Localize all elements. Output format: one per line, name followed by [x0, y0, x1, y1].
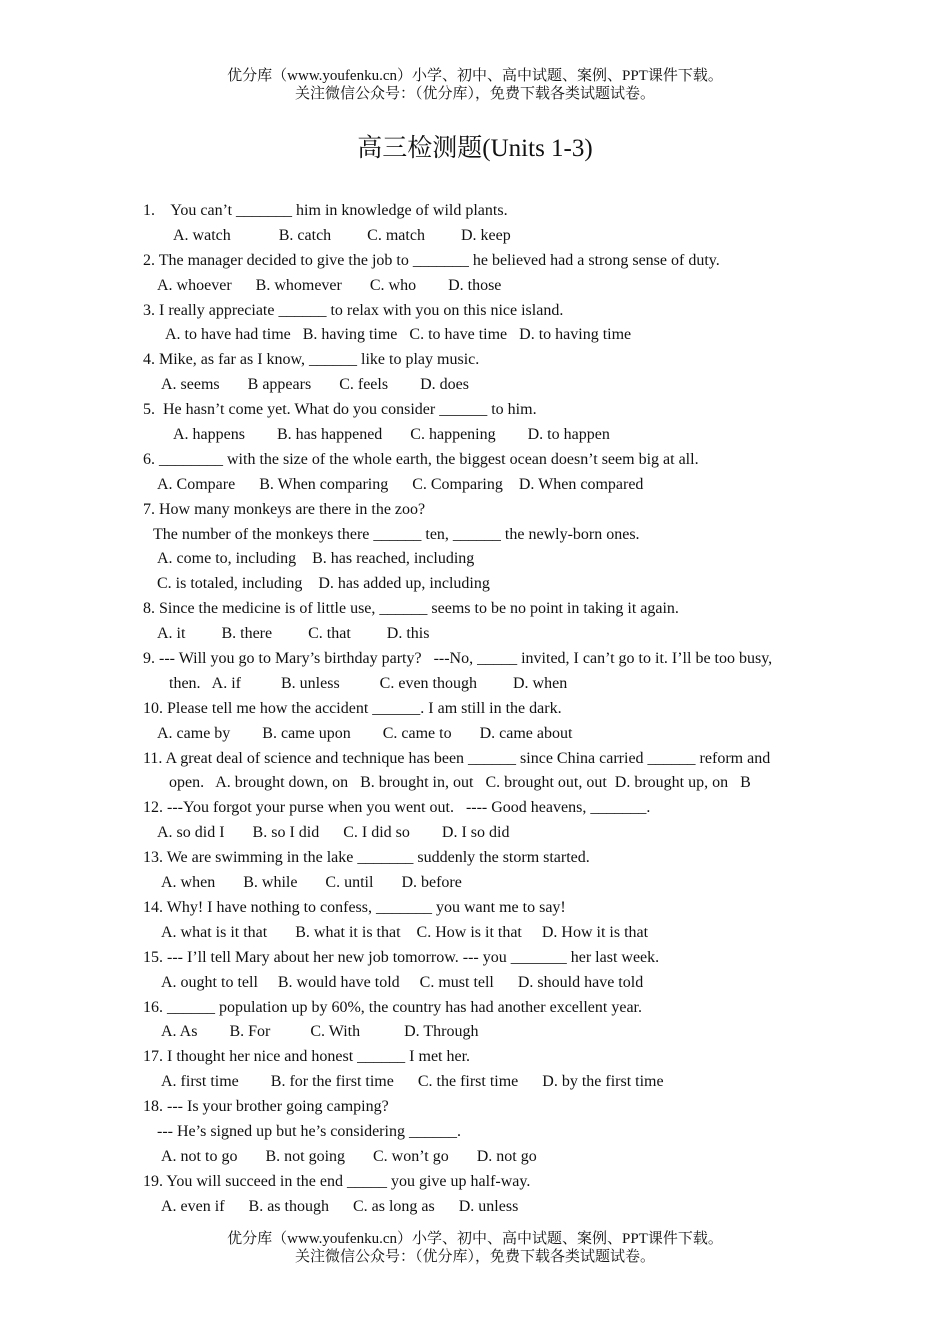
- question-15: 15. --- I’ll tell Mary about her new job tomorrow. --- you _______ her last week.: [143, 948, 660, 966]
- question-19-options: A. even if B. as though C. as long as D. unless: [161, 1197, 519, 1215]
- page-footer: [0, 1230, 950, 1266]
- question-13: 13. We are swimming in the lake _______ suddenly the storm started.: [143, 849, 590, 867]
- question-6: 6. ________ with the size of the whole earth, the biggest ocean doesn’t seem big at all.: [143, 450, 699, 468]
- footer-line-2: 关注微信公众号：（优分库），免费下载各类试题试卷。: [294, 1249, 655, 1265]
- header-line-2: 关注微信公众号：（优分库），免费下载各类试题试卷。: [294, 86, 655, 102]
- question-4-options: A. seems B appears C. feels D. does: [161, 376, 469, 394]
- question-3: 3. I really appreciate ______ to relax with you on this nice island.: [143, 301, 564, 319]
- question-10-options: A. came by B. came upon C. came to D. came about: [157, 724, 573, 742]
- question-13-options: A. when B. while C. until D. before: [161, 874, 462, 892]
- question-6-options: A. Compare B. When comparing C. Comparing D. When compared: [157, 475, 644, 493]
- question-11-options: open. A. brought down, on B. brought in, out C. brought out, out D. brought up, on B: [169, 774, 751, 792]
- question-11: 11. A great deal of science and technique has been ______ since China carried ______ reform and: [143, 749, 771, 767]
- question-17-options: A. first time B. for the first time C. the first time D. by the first time: [161, 1073, 664, 1091]
- question-19: 19. You will succeed in the end _____ you give up half-way.: [143, 1172, 531, 1190]
- question-14: 14. Why! I have nothing to confess, _______ you want me to say!: [143, 898, 566, 916]
- footer-line-1: 优分库（www.youfenku.cn）小学、初中、高中试题、案例、PPT课件下载。: [227, 1231, 723, 1247]
- question-15-options: A. ought to tell B. would have told C. must tell D. should have told: [161, 973, 644, 991]
- question-17: 17. I thought her nice and honest ______ I met her.: [143, 1048, 471, 1066]
- question-3-options: A. to have had time B. having time C. to have time D. to having time: [165, 326, 632, 344]
- question-7: 7. How many monkeys are there in the zoo?: [143, 500, 426, 518]
- question-5-options: A. happens B. has happened C. happening D. to happen: [173, 426, 610, 444]
- question-7-options-a: A. come to, including B. has reached, including: [157, 550, 475, 568]
- question-2-options: A. whoever B. whomever C. who D. those: [157, 276, 502, 294]
- question-9: 9. --- Will you go to Mary’s birthday party? ---No, _____ invited, I can’t go to it. I’ll be too busy,: [143, 650, 773, 668]
- question-16: 16. ______ population up by 60%, the country has had another excellent year.: [143, 998, 642, 1016]
- question-7-options-b: C. is totaled, including D. has added up, including: [157, 575, 490, 593]
- question-18-prompt: --- He’s signed up but he’s considering ______.: [157, 1122, 461, 1140]
- question-2: 2. The manager decided to give the job to _______ he believed had a strong sense of duty.: [143, 251, 720, 269]
- question-8-options: A. it B. there C. that D. this: [157, 625, 430, 643]
- question-12-options: A. so did I B. so I did C. I did so D. I so did: [157, 824, 510, 842]
- question-18: 18. --- Is your brother going camping?: [143, 1098, 389, 1116]
- question-1: 1. You can’t _______ him in knowledge of wild plants.: [143, 202, 508, 219]
- question-10: 10. Please tell me how the accident ______. I am still in the dark.: [143, 699, 562, 717]
- question-18-options: A. not to go B. not going C. won’t go D. not go: [161, 1147, 537, 1165]
- question-8: 8. Since the medicine is of little use, ______ seems to be no point in taking it again.: [143, 600, 679, 618]
- question-9-options: then. A. if B. unless C. even though D. when: [169, 674, 568, 692]
- question-12: 12. ---You forgot your purse when you went out. ---- Good heavens, _______.: [143, 799, 651, 817]
- question-5: 5. He hasn’t come yet. What do you consider ______ to him.: [143, 401, 537, 419]
- question-4: 4. Mike, as far as I know, ______ like to play music.: [143, 351, 480, 369]
- question-7-prompt: The number of the monkeys there ______ ten, ______ the newly-born ones.: [153, 525, 640, 543]
- question-1-options: A. watch B. catch C. match D. keep: [173, 226, 511, 244]
- question-14-options: A. what is it that B. what it is that C. How is it that D. How it is that: [161, 923, 649, 941]
- header-line-1: 优分库（www.youfenku.cn）小学、初中、高中试题、案例、PPT课件下载。: [227, 68, 723, 84]
- page-header: [0, 67, 950, 103]
- page-title: 高三检测题(Units 1-3): [357, 135, 593, 162]
- question-16-options: A. As B. For C. With D. Through: [161, 1023, 479, 1041]
- question-list: [143, 199, 823, 1220]
